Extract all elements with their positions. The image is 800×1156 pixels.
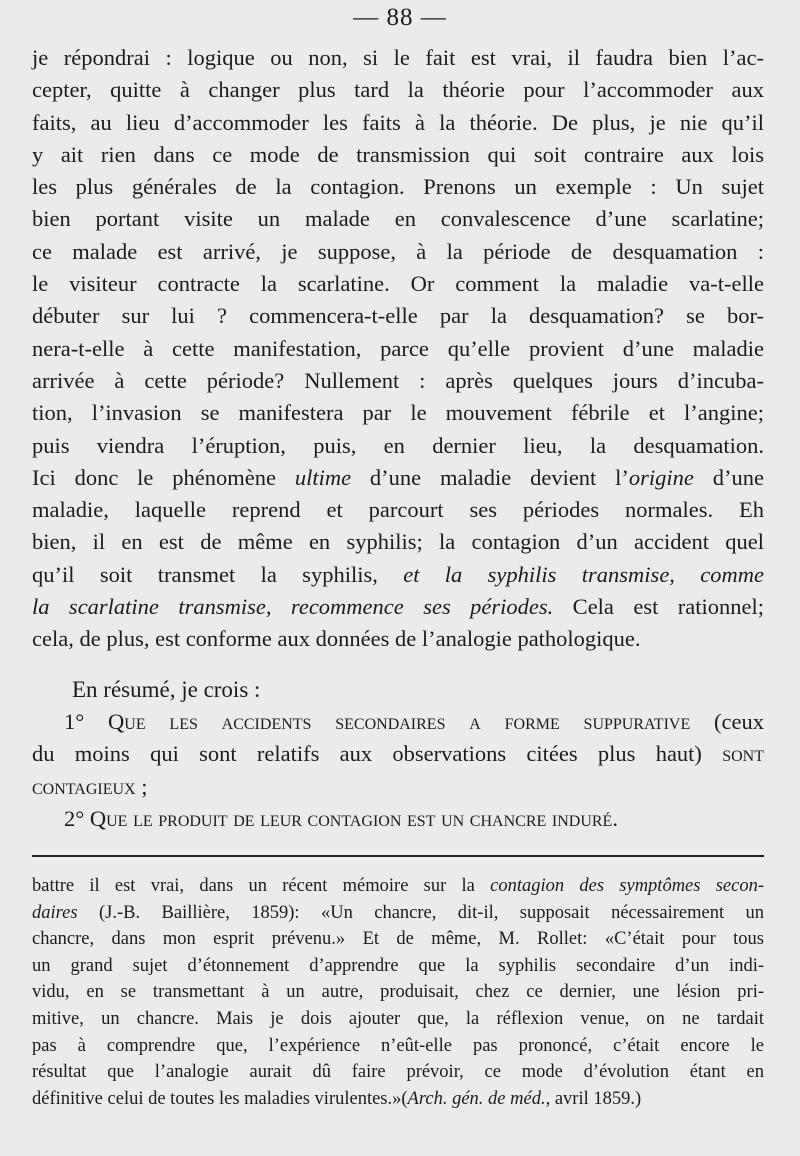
body-line — [32, 171, 764, 203]
summary-item-1-cont — [32, 738, 764, 770]
footnote-text: pas à comprendre que, l’expérience n’eût-elle pas prononcé, c’était encore le — [32, 1035, 764, 1056]
footnote-text: vidu, en se transmettant à un autre, produisait, chez ce dernier, une lésion pri- — [32, 982, 764, 1003]
body-text: origine — [628, 464, 694, 490]
footnote-line — [32, 1033, 764, 1060]
body-line — [32, 300, 764, 332]
body-line — [32, 139, 764, 171]
footnote-divider — [32, 855, 764, 857]
footnote-line — [32, 926, 764, 953]
body-line — [32, 42, 764, 74]
body-text: bien portant visite un malade en convalescence d’une scarlatine; — [32, 206, 764, 232]
footnote-line — [32, 979, 764, 1006]
footnote-text: (J.-B. Baillière, 1859): «Un chancre, dit-il, supposait nécessairement un — [77, 902, 764, 923]
footnote-text: chancre, dans mon esprit prévenu.» Et de même, M. Rollet: «C’était pour tous — [32, 929, 764, 950]
footnote-text: contagion des symptômes secon- — [490, 876, 765, 896]
footnote-text: un grand sujet d’étonnement d’apprendre que la syphilis secondaire d’un indi- — [32, 955, 764, 976]
body-text: y ait rien dans ce mode de transmission qui soit contraire aux lois — [32, 141, 764, 167]
footnote-text: mitive, un chancre. Mais je dois ajouter que, la réflexion venue, on ne tardait — [32, 1008, 764, 1029]
body-text: arrivée à cette période? Nullement : après quelques jours d’incuba- — [32, 367, 764, 393]
footnote-line — [32, 1086, 764, 1113]
footnote-line — [32, 1006, 764, 1033]
body-text: qu’il soit transmet la syphilis, — [32, 561, 404, 587]
footnote-text: battre il est vrai, dans un récent mémoire sur la — [32, 876, 491, 896]
body-text: tion, l’invasion se manifestera par le mouvement fébrile et l’angine; — [32, 400, 764, 426]
body-text: bien, il en est de même en syphilis; la contagion d’un accident quel — [32, 529, 764, 555]
body-text: le visiteur contracte la scarlatine. Or comment la maladie va-t-elle — [32, 271, 764, 297]
body-line — [32, 333, 764, 365]
footnote — [32, 873, 764, 1112]
body-line — [32, 268, 764, 300]
summary-item-1-paren: (ceux — [714, 709, 764, 734]
summary-intro: En résumé, je crois : — [72, 677, 261, 702]
body-text: maladie, laquelle reprend et parcourt ses périodes normales. Eh — [32, 497, 764, 523]
summary-item-2-text: Que le produit de leur contagion est un chancre induré. — [89, 805, 618, 831]
body-text: ce malade est arrivé, je suppose, à la période de desquamation : — [32, 238, 764, 264]
body-line — [32, 203, 764, 235]
body-text: la scarlatine transmise, recommence ses périodes. — [32, 594, 554, 620]
footnote-line — [32, 900, 764, 927]
body-text: Ici donc le phénomène — [32, 464, 295, 490]
body-line — [32, 526, 764, 558]
body-text: les plus générales de la contagion. Prenons un exemple : Un sujet — [32, 174, 764, 200]
summary-list — [32, 706, 764, 835]
body-line — [32, 623, 764, 655]
footnote-text: résultat que l’analogie aurait dû faire prévoir, ce mode d’évolution étant en — [32, 1062, 764, 1083]
page-number: — 88 — — [353, 4, 447, 31]
body-text: cela, de plus, est conforme aux données de l’analogie pathologique. — [32, 626, 641, 652]
body-line — [32, 462, 764, 494]
footnote-text: définitive celui de toutes les maladies virulentes.»( — [32, 1088, 408, 1109]
body-text: d’une — [693, 464, 764, 490]
body-text: cepter, quitte à changer plus tard la théorie pour l’accommoder aux — [32, 77, 764, 103]
body-text: débuter sur lui ? commencera-t-elle par la desquamation? se bor- — [32, 303, 764, 329]
body-text: faits, au lieu d’accommoder les faits à la théorie. De plus, je nie qu’il — [32, 109, 764, 135]
summary-item-1-text: Que les accidents secondaires a forme suppurative — [108, 709, 691, 734]
body-text: je répondrai : logique ou non, si le fait est vrai, il faudra bien l’ac- — [32, 45, 764, 70]
footnote-line — [32, 953, 764, 980]
summary-item-2-number: 2° — [64, 805, 85, 831]
footnote-text: , avril 1859.) — [545, 1088, 642, 1109]
body-line — [32, 365, 764, 397]
body-text: Cela est rationnel; — [553, 594, 764, 620]
body-line — [32, 559, 764, 591]
body-text: puis viendra l’éruption, puis, en dernier lieu, la desquamation. — [32, 432, 764, 458]
summary-item-1 — [32, 706, 764, 738]
summary-item-1-cont-sont: sont — [722, 741, 764, 767]
body-text: et la syphilis transmise, comme — [403, 561, 765, 587]
footnote-line — [32, 1059, 764, 1086]
body-line — [32, 591, 764, 623]
summary-item-1-cont-text: du moins qui sont relatifs aux observations citées plus haut) — [32, 741, 702, 767]
body-text: nera-t-elle à cette manifestation, parce qu’elle provient d’une maladie — [32, 335, 764, 361]
body-line — [32, 236, 764, 268]
body-line — [32, 494, 764, 526]
main-text — [32, 42, 764, 656]
summary-item-1-end: contagieux ; — [32, 773, 148, 799]
body-line — [32, 397, 764, 429]
body-text: d’une maladie devient l’ — [351, 464, 629, 490]
body-line — [32, 74, 764, 106]
footnote-text: daires — [32, 902, 78, 923]
body-line — [32, 430, 764, 462]
summary-item-2 — [32, 803, 764, 835]
body-text: ultime — [294, 464, 352, 490]
body-line — [32, 107, 764, 139]
footnote-text: Arch. gén. de méd. — [407, 1088, 546, 1109]
summary-item-1-number: 1° — [64, 709, 85, 734]
footnote-line — [32, 873, 764, 900]
